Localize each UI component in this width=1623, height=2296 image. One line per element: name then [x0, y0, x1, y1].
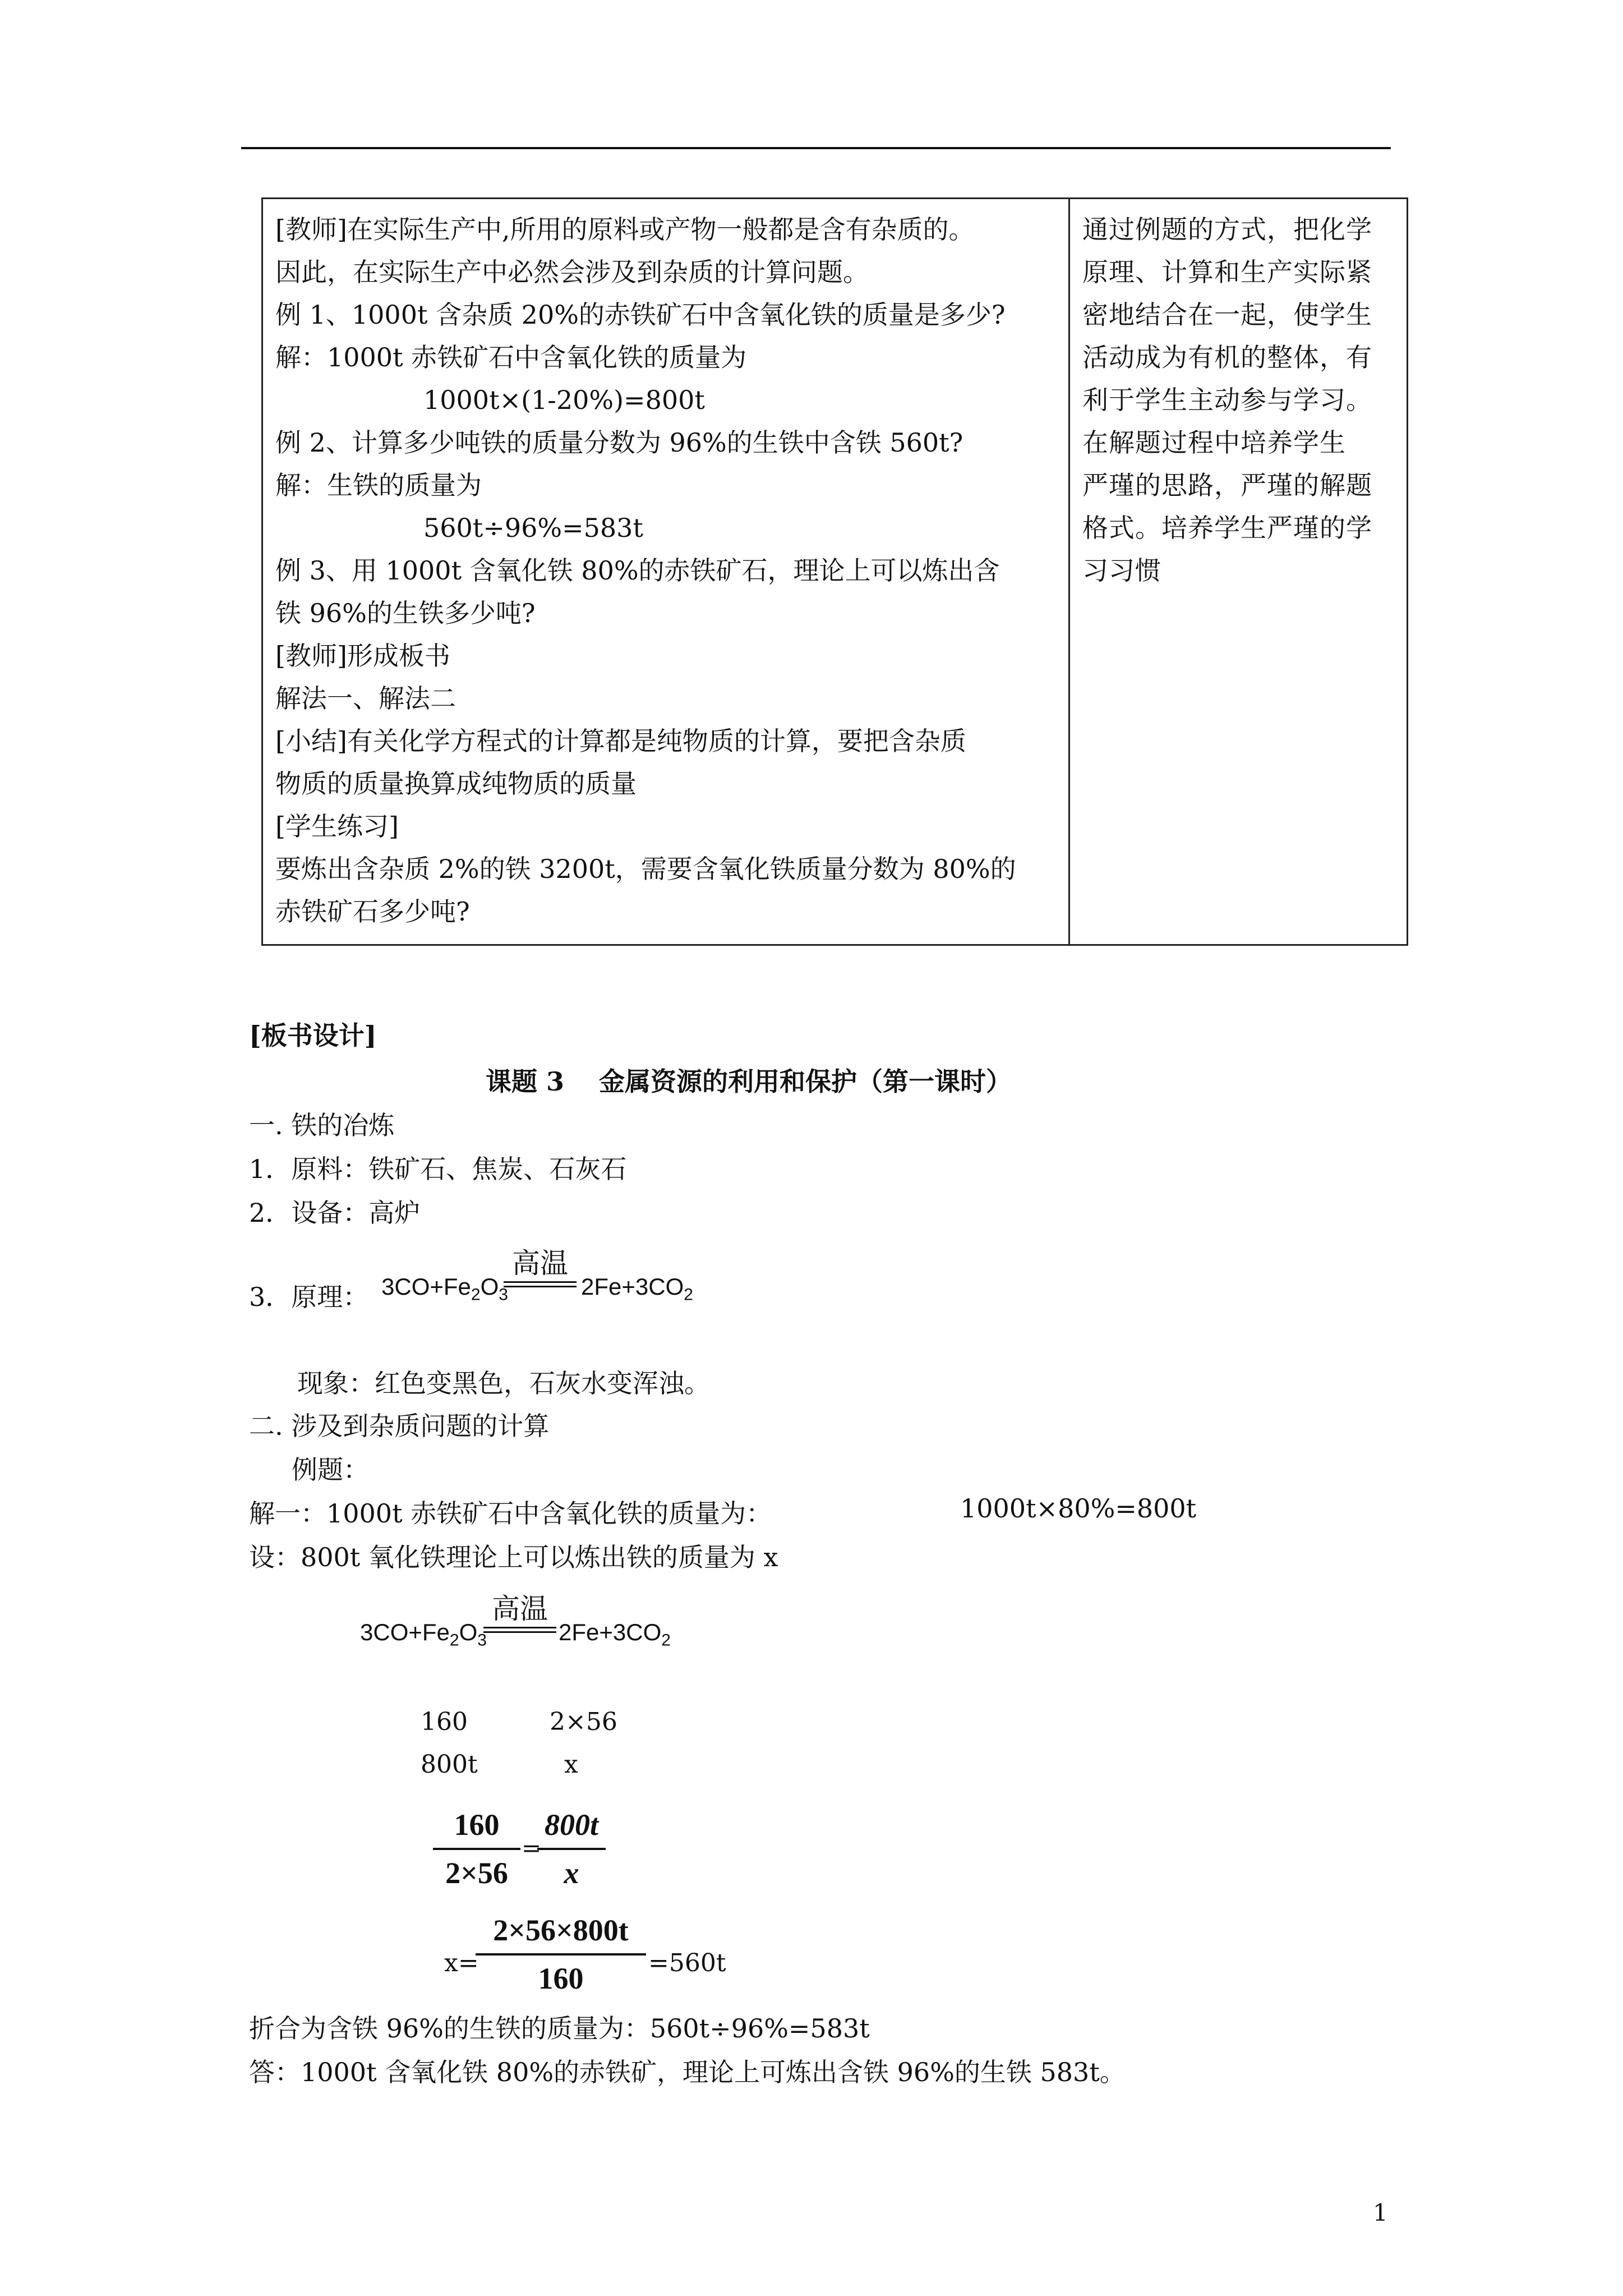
reactants: $3CO+Fe_2O_3$ [381, 1273, 508, 1304]
note-line: 密地结合在一起，使学生 [1082, 300, 1372, 330]
section-2-heading: 二. 涉及到杂质问题的计算 [249, 1411, 550, 1441]
ratio-a2: 800t [421, 1750, 478, 1779]
note-line: 习习惯 [1082, 555, 1161, 586]
reaction-equation [381, 1273, 508, 1304]
example-label: 例题： [292, 1455, 369, 1485]
table-line: 例 3、用 1000t 含氧化铁 80%的赤铁矿石，理论上可以炼出含 [275, 555, 1000, 586]
ratio-a1: 160 [421, 1708, 468, 1736]
table-line: 解：生铁的质量为 [275, 470, 482, 500]
table-line: [学生练习] [275, 811, 399, 841]
materials-line: 1．原料：铁矿石、焦炭、石灰石 [249, 1154, 627, 1184]
table-line: [教师]在实际生产中,所用的原料或产物一般都是含有杂质的。 [275, 214, 975, 245]
reaction-condition-2: 高温 [483, 1586, 556, 1633]
header-rule [241, 147, 1391, 149]
table-line: [小结]有关化学方程式的计算都是纯物质的计算，要把含杂质 [275, 726, 966, 756]
table-line: 赤铁矿石多少吨? [275, 896, 470, 927]
board-design-heading: [板书设计] [249, 1020, 377, 1051]
reaction-equation-2: $3CO+Fe_2O_3$ [360, 1619, 487, 1650]
fraction-800t-over-x: 800t x [537, 1805, 606, 1893]
equilibrium-double-line [504, 1281, 577, 1287]
note-line: 通过例题的方式，把化学 [1082, 214, 1372, 245]
note-line: 活动成为有机的整体，有 [1082, 342, 1372, 372]
table-line: 例 2、计算多少吨铁的质量分数为 96%的生铁中含铁 560t? [275, 427, 963, 458]
reaction-condition: 高温 [504, 1241, 577, 1287]
lesson-title: 课题 3 金属资源的利用和保护（第一课时） [486, 1066, 1012, 1097]
note-line: 原理、计算和生产实际紧 [1082, 257, 1372, 287]
x-prefix: x= [444, 1949, 479, 1977]
equilibrium-double-line [483, 1627, 556, 1633]
answer-line: 答：1000t 含氧化铁 80%的赤铁矿，理论上可炼出含铁 96%的生铁 583t。 [249, 2057, 1126, 2087]
table-line: 解：1000t 赤铁矿石中含氧化铁的质量为 [275, 342, 747, 372]
principle-label: 3．原理： [249, 1282, 369, 1312]
table-line: 1000t×(1-20%)=800t [423, 385, 705, 415]
note-line: 严瑾的思路，严瑾的解题 [1082, 470, 1372, 500]
page-number: 1 [1373, 2199, 1388, 2226]
table-line: 解法一、解法二 [275, 683, 456, 714]
table-line: [教师]形成板书 [275, 641, 450, 671]
phenomenon-line: 现象：红色变黑色，石灰水变浑浊。 [297, 1368, 710, 1398]
products-2: $2Fe+3CO_2$ [559, 1619, 671, 1650]
design-intent-cell [1069, 199, 1408, 945]
products: $2Fe+3CO_2$ [581, 1273, 693, 1304]
lesson-table [261, 197, 1408, 946]
table-line: 铁 96%的生铁多少吨? [275, 598, 536, 628]
solution-1-calc: 1000t×80%=800t [960, 1493, 1197, 1524]
table-line: 560t÷96%=583t [423, 513, 643, 543]
fraction-solve-x: 2×56×800t 160 [476, 1911, 646, 1998]
let-statement: 设：800t 氧化铁理论上可以炼出铁的质量为 x [249, 1542, 778, 1572]
table-line: 要炼出含杂质 2%的铁 3200t，需要含氧化铁质量分数为 80%的 [275, 854, 1016, 884]
table-row [262, 199, 1408, 945]
table-line: 例 1、1000t 含杂质 20%的赤铁矿石中含氧化铁的质量是多少? [275, 300, 1006, 330]
section-1-heading: 一. 铁的冶炼 [249, 1110, 395, 1140]
fraction-160-over-2x56: 160 2×56 [433, 1805, 520, 1893]
table-line: 因此，在实际生产中必然会涉及到杂质的计算问题。 [275, 257, 869, 287]
note-line: 在解题过程中培养学生 [1082, 427, 1346, 458]
note-line: 格式。培养学生严瑾的学 [1082, 513, 1372, 543]
conversion-line: 折合为含铁 96%的生铁的质量为：560t÷96%=583t [249, 2013, 870, 2044]
ratio-b1: 2×56 [550, 1708, 617, 1736]
note-line: 利于学生主动参与学习。 [1082, 385, 1372, 415]
solution-1-text: 解一：1000t 赤铁矿石中含氧化铁的质量为： [249, 1498, 772, 1529]
equipment-line: 2．设备：高炉 [249, 1198, 421, 1228]
x-result: =560t [648, 1949, 726, 1977]
teaching-process-cell [262, 199, 1069, 945]
ratio-b2: x [564, 1750, 578, 1779]
equals-sign: = [522, 1834, 542, 1862]
table-line: 物质的质量换算成纯物质的质量 [275, 769, 637, 799]
